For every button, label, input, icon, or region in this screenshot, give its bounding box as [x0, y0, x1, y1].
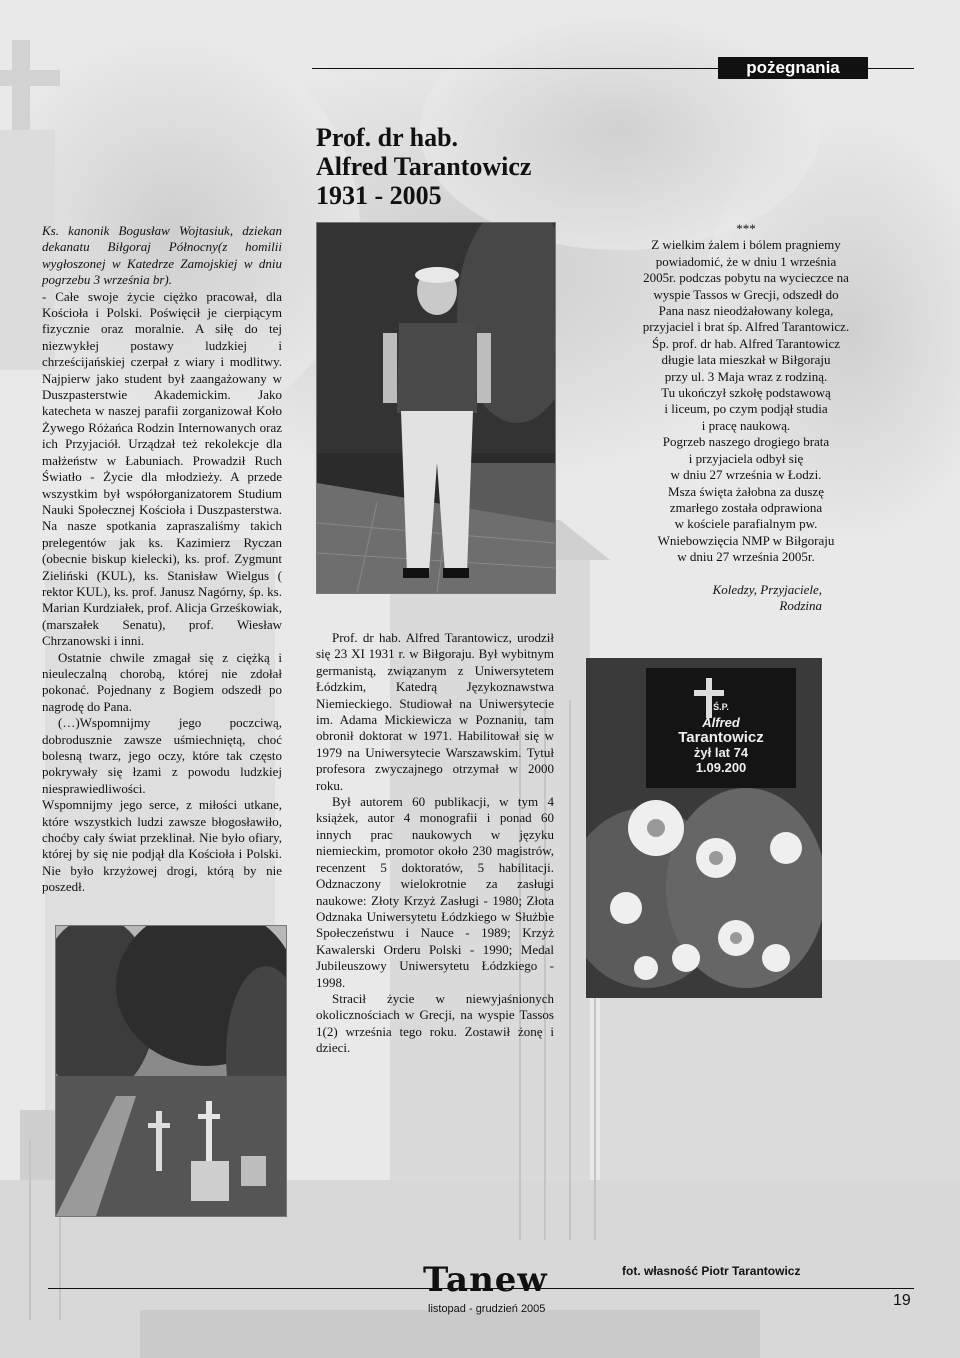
obituary-line: w kościele parafialnym pw. — [674, 516, 818, 532]
obituary-line: wyspie Tassos w Grecji, odszedł do — [653, 286, 839, 302]
biography-paragraph-1: Prof. dr hab. Alfred Tarantowicz, urodził się 23 XI 1931 r. w Biłgoraju. Był wybitnym germanistą, związanym z Uniwersytetem Łódzkim, Katedrą Językoznawstwa Niemieckiego. Studiował na Uniwersytecie im. Adama Mickiewicza w Poznaniu, tam obronił doktorat w 1971. Habilitował się w 1979 na Uniwersytecie Warszawskim. Tytuł profesora zwyczajnego otrzymał w 2000 roku. — [316, 630, 554, 793]
magazine-logo: Tanew — [423, 1260, 548, 1300]
obituary-line: i liceum, po czym podjął studia — [664, 401, 828, 417]
homily-paragraph-2: Ostatnie chwile zmagał się z ciężką i nieuleczalną chorobą, której nie zdołał pokonać. Pojednany z Bogiem odszedł po nagrodę do Pana. — [42, 649, 282, 714]
plaque-line-2: Alfred — [702, 715, 740, 730]
title-line-2: Alfred Tarantowicz — [316, 152, 532, 181]
obituary-line: długie lata mieszkał w Biłgoraju — [661, 352, 831, 368]
obituary-line: Śp. prof. dr hab. Alfred Tarantowicz — [651, 335, 841, 351]
obituary-line: Wniebowzięcia NMP w Biłgoraju — [657, 532, 835, 548]
homily-paragraph-1: - Całe swoje życie ciężko pracował, dla Kościoła i Polski. Poświęcił je cierpiącym fizycznie oraz moralnie. A siłę do tej niezwykłej postawy ludzkiej i chrześcijańskiej czerpał z wiary i modlitwy. Najpierw jako student był zaangażowany w Duszpasterstwie Akademickim. Jako katecheta w naszej parafii zorganizował Koło Żywego Różańca Rodzin Internowanych oraz ich Przyjaciół. Urządzał też rekolekcje dla małżeństw w Łabuniach. Prowadził Ruch Światło - Życie dla młodzieży. A przede wszystkim był współorganizatorem Studium Nauki Społecznej Kościoła i Duszpasterstwa. Na nasze spotkania zapraszaliśmy takich prelegentów jak ks. Kazimierz Ryczan (obecnie biskup kielecki), ks. prof. Zygmunt Zieliński (KUL), ks. Stanisław Wielgus ( rektor KUL), ks. prof. Janusz Nagórny, śp. ks. Marian Kurdziałek, prof. Alicja Grześkowiak, (marszałek Senatu), prof. Wiesław Chrzanowski i inni. — [42, 288, 282, 649]
title-line-3: 1931 - 2005 — [316, 181, 442, 210]
obituary-line: i przyjaciela odbył się — [688, 450, 804, 466]
cemetery-alley-photo — [55, 925, 287, 1217]
plaque-line-4: żył lat 74 — [693, 745, 749, 760]
plaque-line-5: 1.09.200 — [695, 760, 747, 775]
obituary-line: Tu ukończył szkołę podstawową — [661, 385, 831, 401]
grave-flowers-photo — [586, 658, 822, 998]
biography-paragraph-2: Był autorem 60 publikacji, w tym 4 książek, autor 4 monografii i ponad 60 innych prac naukowych w języku niemieckim, promotor około 230 magistrów, recenzent 5 doktoratów, 5 habilitacji. Odznaczony wielokrotnie za zasługi naukowe: Złoty Krzyż Zasługi - 1980; Złota Odznaka Uniwersytetu Łódzkiego w Służbie Społeczeństwu i Nauce - 1989; Krzyż Kawalerski Orderu Polski - 1990; Medal Jubileuszowy Uniwersytetu Łódzkiego - 1998. — [316, 794, 554, 990]
biography-paragraph-3: Stracił życie w niewyjaśnionych okolicznościach w Grecji, na wyspie Tassos 1(2) września tego roku. Zostawił żonę i dzieci. — [316, 990, 554, 1056]
left-column — [42, 223, 282, 896]
obituary-lines — [586, 237, 906, 565]
obituary-line: Msza święta żałobna za duszę — [668, 483, 824, 499]
portrait-photo — [316, 222, 556, 594]
obituary-signature-line-1: Koledzy, Przyjaciele, — [712, 581, 822, 597]
plaque-line-3: Tarantowicz — [678, 729, 764, 746]
obituary-stars: *** — [736, 221, 756, 236]
obituary-signature-line-2: Rodzina — [779, 597, 822, 613]
obituary-line: i pracę naukową. — [701, 417, 791, 433]
obituary-notice — [586, 221, 906, 614]
plaque-line-1: Ś.P. — [713, 702, 729, 712]
article-title — [316, 123, 531, 210]
obituary-line: przyjaciel i brat śp. Alfred Tarantowicz. — [642, 319, 850, 335]
obituary-line: w dniu 27 września w Łodzi. — [670, 467, 822, 483]
section-label: pożegnania — [718, 57, 868, 79]
homily-paragraph-3: (…)Wspomnijmy jego poczciwą, dobrodusznie zawsze uśmiechniętą, choć bolesną twarz, jego oczy, które tak często pokrywały się łzami z powodu ludzkiej niesprawiedliwości. — [42, 715, 282, 796]
homily-intro: Ks. kanonik Bogusław Wojtasiuk, dziekan dekanatu Biłgoraj Północny(z homilii wygłoszonej w Katedrze Zamojskiej w dniu pogrzebu 3 września br). — [42, 223, 282, 288]
obituary-line: zmarłego została odprawiona — [669, 499, 823, 515]
issue-date: listopad - grudzień 2005 — [428, 1303, 546, 1315]
page-number: 19 — [893, 1292, 911, 1309]
title-line-1: Prof. dr hab. — [316, 123, 459, 152]
obituary-line: Pogrzeb naszego drogiego brata — [662, 434, 830, 450]
photo-credit: fot. własność Piotr Tarantowicz — [622, 1264, 801, 1278]
obituary-line: powiadomić, że w dniu 1 września — [655, 253, 837, 269]
obituary-line: 2005r. podczas pobytu na wycieczce na — [643, 270, 849, 286]
middle-column — [316, 630, 554, 1057]
grave-plaque — [656, 696, 786, 775]
obituary-line: Z wielkim żalem i bólem pragniemy — [651, 237, 841, 253]
obituary-line: Pana nasz nieodżałowany kolega, — [658, 303, 834, 319]
obituary-line: przy ul. 3 Maja wraz z rodziną. — [664, 368, 828, 384]
homily-paragraph-4: Wspomnijmy jego serce, z miłości utkane, które wszystkich ludzi zawsze błogosławiło, choćby cały świat przeklinał. Nie było ofiary, której by się nie podjął dla Kościoła i Polski. Nie było krzyżowej drogi, którą by nie poszedł. — [42, 797, 282, 895]
obituary-line: w dniu 27 września 2005r. — [677, 549, 815, 565]
